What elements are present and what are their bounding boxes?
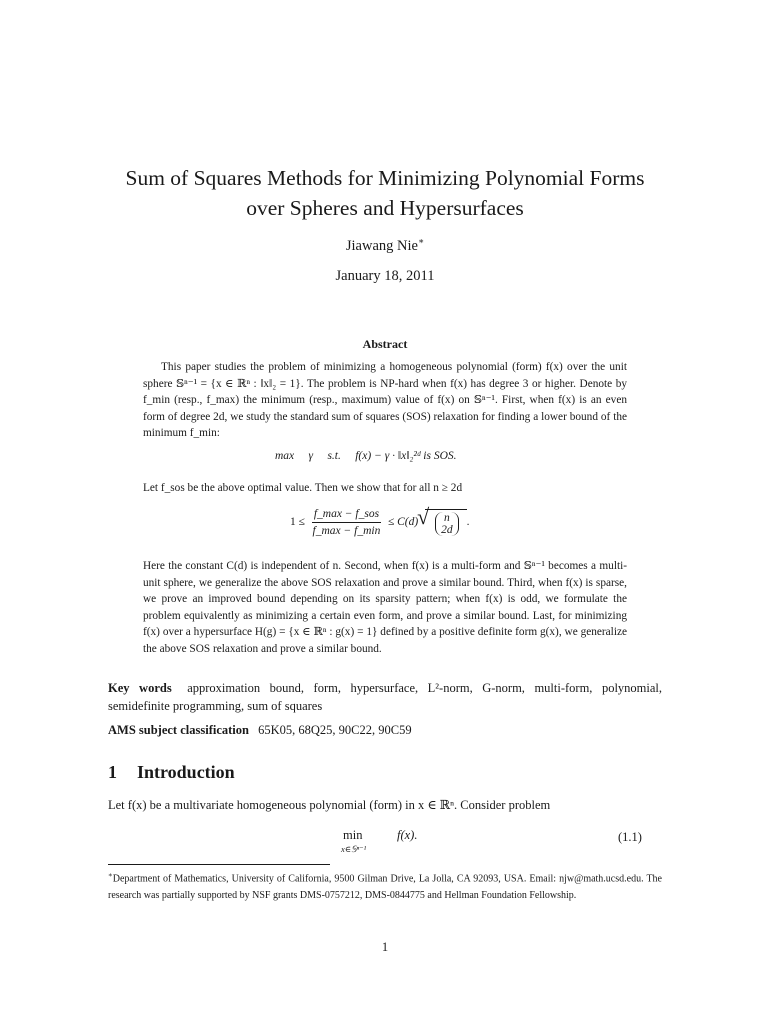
binomial-top: n	[443, 512, 450, 524]
eq2-denominator: f_max − f_min	[312, 525, 381, 537]
abstract-paragraph-3: Here the constant C(d) is independent of n. Second, when f(x) is a multi-form and 𝕊ⁿ⁻¹ becomes a multi-unit sphere, we generalize the above SOS relaxation and prove a similar bound. Third, when f(x) is sparse, we prove an improved bound depending on its sparsity pattern; when f(x) is odd, we formulate the problem equivalently as minimizing a certain even form, and prove a similar bound. Last, for minimizing f(x) over a hypersurface H(g) = {x ∈ ℝⁿ : g(x) = 1} defined by a positive definite form g(x), we generalize the above SOS relaxation and prove a similar bound.	[143, 560, 627, 655]
title-line-1: Sum of Squares Methods for Minimizing Polynomial Forms	[125, 166, 645, 190]
section-heading-introduction	[108, 762, 235, 783]
eq2-sqrt	[417, 504, 467, 536]
author-name: Jiawang Nie	[345, 237, 418, 254]
equation-problem-1-1	[341, 828, 418, 855]
eq2-fraction	[312, 508, 381, 537]
eq3-expression: f(x).	[397, 828, 418, 842]
ams-classification	[108, 722, 662, 740]
paper-date: January 18, 2011	[335, 268, 435, 284]
abstract-heading: Abstract	[362, 337, 408, 351]
eq2-numerator: f_max − f_sos	[312, 508, 381, 523]
sqrt-icon: √	[417, 504, 430, 529]
title-line-2: over Spheres and Hypersurfaces	[246, 196, 524, 220]
keywords	[108, 680, 662, 715]
ams-text: 65K05, 68Q25, 90C22, 90C59	[258, 723, 412, 737]
eq2-left: 1 ≤	[290, 516, 305, 529]
eq3-subscript: x∈𝕊ⁿ⁻¹	[341, 844, 367, 854]
binomial-bottom: 2d	[441, 524, 453, 536]
eq2-right: ≤ C(d)	[387, 516, 419, 529]
section-number: 1	[108, 762, 117, 782]
footnote	[108, 867, 662, 904]
author-footnote-mark: ∗	[417, 236, 425, 246]
equation-approximation-bound: 1 ≤ $\frac{\text{f\_max − f\_sos}}{f\_\max - f\_\min}$ ≤ C(d) √ n 2d .	[290, 504, 470, 537]
intro-paragraph: Let f(x) be a multivariate homogeneous polynomial (form) in x ∈ ℝⁿ. Consider problem	[108, 798, 551, 812]
paper-title	[60, 163, 710, 223]
eq2-binomial	[435, 512, 459, 536]
keywords-text: approximation bound, form, hypersurface, L²-norm, G-norm, multi-form, polynomial, semidefinite programming, sum of squares	[108, 681, 663, 713]
abstract-paragraph-2: Let f_sos be the above optimal value. Then we show that for all n ≥ 2d	[143, 482, 463, 494]
ams-label: AMS subject classification	[108, 723, 249, 737]
keywords-label: Key words	[108, 681, 172, 695]
footnote-text: Department of Mathematics, University of California, 9500 Gilman Drive, La Jolla, CA 92093, USA. Email: njw@math.ucsd.edu. The research was partially supported by NSF grants DMS-0757212, DMS-0844775 and Hellman Foundation Fellowship.	[108, 873, 662, 902]
section-title: Introduction	[137, 762, 235, 782]
equation-sos-relaxation: max γ s.t. f(x) − γ · ‖x‖₂²ᵈ is SOS.	[275, 450, 457, 462]
page-number: 1	[381, 940, 389, 954]
author	[60, 236, 710, 255]
equation-number: (1.1)	[618, 830, 642, 844]
abstract-paragraph-1: This paper studies the problem of minimizing a homogeneous polynomial (form) f(x) over the unit sphere 𝕊ⁿ⁻¹ = {x ∈ ℝⁿ : ‖x‖₂ = 1}. The problem is NP-hard when f(x) has degree 3 or higher. Denote by f_min (resp., f_max) the minimum (resp., maximum) value of f(x) on 𝕊ⁿ⁻¹. First, when f(x) is an even form of degree 2d, we study the standard sum of squares (SOS) relaxation for finding a lower bound of the minimum f_min:	[143, 361, 627, 439]
footnote-rule	[108, 864, 330, 865]
footnote-mark: ∗	[108, 871, 113, 879]
eq3-operator: min	[343, 828, 363, 842]
